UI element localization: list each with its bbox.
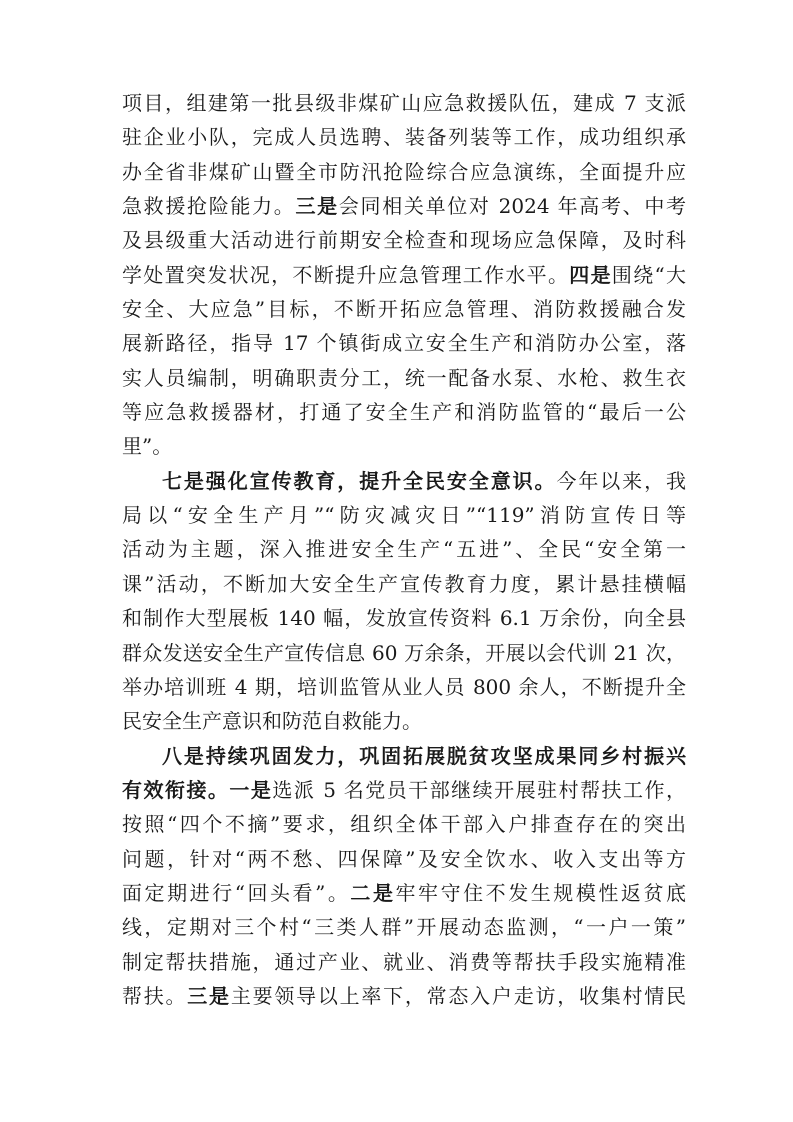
text-line <box>122 258 686 292</box>
bold-text-segment: 一是 <box>229 777 273 802</box>
text-line <box>122 292 686 326</box>
text-line <box>122 910 686 944</box>
text-line <box>122 86 686 120</box>
text-line <box>122 567 686 601</box>
bold-text-segment: 八是持续巩固发力，巩固拓展脱贫攻坚成果同乡村振兴 <box>162 743 686 768</box>
text-line <box>122 361 686 395</box>
text-line <box>122 773 686 807</box>
text-segment: 按照“四个不摘”要求，组织全体干部入户排查存在的突出 <box>122 812 686 837</box>
text-segment: 学处置突发状况，不断提升应急管理工作水平。 <box>122 262 570 287</box>
text-line <box>122 155 686 189</box>
text-line <box>122 464 686 498</box>
document-page <box>122 86 686 1013</box>
text-line <box>122 739 686 773</box>
text-segment: 安全、大应急”目标，不断开拓应急管理、消防救援融合发 <box>122 297 686 322</box>
text-segment: 项目，组建第一批县级非煤矿山应急救援队伍，建成 7 支派 <box>122 91 686 115</box>
bold-text-segment: 二是 <box>350 880 396 905</box>
text-line <box>122 601 686 635</box>
text-line <box>122 842 686 876</box>
text-line <box>122 189 686 223</box>
text-segment: 问题，针对“两不愁、四保障”及安全饮水、收入支出等方 <box>122 846 686 871</box>
text-segment: 会同相关单位对 2024 年高考、中考 <box>338 194 686 219</box>
text-segment: 帮扶。 <box>122 983 188 1008</box>
text-line <box>122 979 686 1013</box>
text-segment: 展新路径，指导 17 个镇街成立安全生产和消防办公室，落 <box>122 331 686 356</box>
text-line <box>122 670 686 704</box>
text-segment: 线，定期对三个村“三类人群”开展动态监测，“一户一策” <box>122 915 686 940</box>
text-segment: 等应急救援器材，打通了安全生产和消防监管的“最后一公 <box>122 400 686 425</box>
text-line <box>122 429 686 463</box>
text-segment: 围绕“大 <box>611 262 686 287</box>
text-line <box>122 945 686 979</box>
text-segment: 活动为主题，深入推进安全生产“五进”、全民“安全第一 <box>122 537 686 562</box>
text-segment: 办全省非煤矿山暨全市防汛抢险综合应急演练，全面提升应 <box>122 159 686 184</box>
text-line <box>122 326 686 360</box>
bold-text-segment: 有效衔接。 <box>122 777 230 802</box>
text-segment: 面定期进行“回头看”。 <box>122 880 351 905</box>
text-line <box>122 120 686 154</box>
text-line <box>122 532 686 566</box>
bold-text-segment: 七是强化宣传教育，提升全民安全意识。 <box>162 468 557 493</box>
text-segment: 课”活动，不断加大安全生产宣传教育力度，累计悬挂横幅 <box>122 571 686 596</box>
text-line <box>122 498 686 532</box>
text-segment: 和制作大型展板 140 幅，发放宣传资料 6.1 万余份，向全县 <box>122 606 686 631</box>
text-segment: 选派 5 名党员干部继续开展驻村帮扶工作， <box>272 777 686 802</box>
text-line <box>122 223 686 257</box>
text-segment: 局以“安全生产月”“防灾减灾日”“119”消防宣传日等 <box>122 503 686 528</box>
text-line <box>122 704 686 738</box>
paragraph-emergency-rescue <box>122 86 686 464</box>
text-segment: 群众发送安全生产宣传信息 60 万余条，开展以会代训 21 次， <box>122 640 686 665</box>
text-segment: 急救援抢险能力。 <box>122 194 296 219</box>
bold-text-segment: 三是 <box>295 194 339 219</box>
text-segment: 主要领导以上率下，常态入户走访，收集村情民 <box>230 983 686 1008</box>
text-segment: 制定帮扶措施，通过产业、就业、消费等帮扶手段实施精准 <box>122 949 686 974</box>
text-segment: 里”。 <box>122 434 173 459</box>
text-segment: 民安全生产意识和防范自救能力。 <box>122 709 422 734</box>
text-segment: 今年以来，我 <box>556 468 686 493</box>
text-line <box>122 395 686 429</box>
paragraph-safety-publicity <box>122 464 686 739</box>
text-line <box>122 876 686 910</box>
text-line <box>122 807 686 841</box>
text-segment: 及县级重大活动进行前期安全检查和现场应急保障，及时科 <box>122 228 686 253</box>
bold-text-segment: 四是 <box>569 262 612 287</box>
text-segment: 实人员编制，明确职责分工，统一配备水泵、水枪、救生衣 <box>122 365 686 390</box>
text-segment: 牢牢守住不发生规模性返贫底 <box>395 880 686 905</box>
text-line <box>122 636 686 670</box>
text-segment: 举办培训班 4 期，培训监管从业人员 800 余人，不断提升全 <box>122 674 686 699</box>
text-segment: 驻企业小队，完成人员选聘、装备列装等工作，成功组织承 <box>122 125 686 150</box>
bold-text-segment: 三是 <box>187 983 231 1008</box>
paragraph-poverty-alleviation <box>122 739 686 1014</box>
